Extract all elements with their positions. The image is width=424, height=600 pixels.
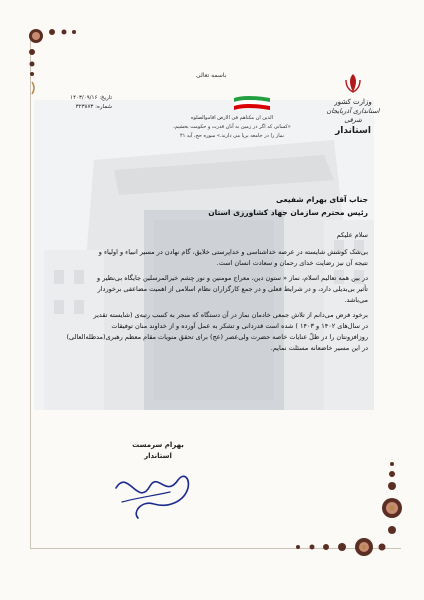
paragraph-3-line-3: روزافزونتان را در ظلّ عنایات خاصه حضرت ولی‌عصر (عج) برای تحقق منویات مقام معظم رهبری(مدظله‌العالی) xyxy=(66,333,368,341)
province-office-label: استانداری آذربایجان شرقی xyxy=(326,107,380,124)
letter-date: تاریخ: ۱۴۰۳/۰۹/۱۶ xyxy=(70,95,112,101)
verse-arabic: الذین ان مکناهم فی الارض اقاموالصلوه xyxy=(190,115,274,121)
paragraph-2 xyxy=(36,273,368,306)
office-title-label: استاندار xyxy=(335,126,371,136)
addressee-name: جناب آقای بهرام شفیعی xyxy=(276,195,368,204)
addressee-title: رئیس محترم سازمان جهاد کشاورزی استان xyxy=(208,208,368,217)
quran-verse-block xyxy=(172,114,292,141)
issuer-header xyxy=(322,72,384,137)
basmala-text: باسمه تعالی xyxy=(196,72,227,79)
letter-meta xyxy=(52,94,112,112)
verse-translation-line-2: نماز را در جامعه برپا می دارند.» سوره حج، آیه ۴۱ xyxy=(179,133,285,139)
paragraph-2-line-1: در بین همه تعالیم اسلام، نماز « ستون دین، معراج مومنین و نور چشم خیرالمرسلین جایگاه بی‌نظیر و xyxy=(97,274,368,282)
paragraph-1 xyxy=(36,247,368,269)
verse-translation-line-1: «کسانی که اگر در زمین به آنان قدرت و حکومت بخشیم، xyxy=(173,124,291,130)
paragraph-1-line-2: نتیجه آن نیز رضایت خدای رحمان و سعادت انسان است. xyxy=(216,259,368,267)
corner-ornament-top-left xyxy=(22,22,82,102)
greeting: سلام علیکم xyxy=(336,231,368,239)
ministry-label: وزارت کشور xyxy=(334,98,372,106)
letter-body xyxy=(36,194,368,358)
paragraph-2-line-2: تأثیر بی‌بدیلی دارد، و در شرایط فعلی و در جمع کارگزاران نظام اسلامی از اهمیت مضاعفی برخوردار xyxy=(97,285,368,293)
paragraph-3 xyxy=(36,310,368,354)
paragraph-3-line-1: برخود فرض می‌دانم از تلاش جمعی خادمان نماز در آن دستگاه که منجر به کسب رتبه‌ی (شایسته تقدیر xyxy=(93,311,368,319)
paragraph-3-line-4: در این مسیر خاضعانه مسئلت نمایم. xyxy=(270,344,368,352)
handwritten-signature-image xyxy=(108,458,196,522)
signer-name: بهرام سرمست xyxy=(132,441,184,449)
signer-title: استاندار xyxy=(144,452,172,460)
corner-ornament-bottom-right xyxy=(284,452,414,562)
iran-flag-icon xyxy=(232,94,272,114)
iran-emblem-icon xyxy=(342,72,364,94)
paragraph-2-line-3: می‌باشد. xyxy=(344,296,368,304)
letter-number: شماره: ۳۲۳۸۷۳ xyxy=(75,104,112,110)
paragraph-1-line-1: بی‌شک کوشش شایسته در عرصه خداشناسی و خداپرستی خلایق، گام نهادن در مسیر انبیاء و اولیاء و xyxy=(98,248,368,256)
paragraph-3-line-2: در سال‌های ۱۴۰۲ و ۱۴۰۳ ) شده است قدردانی و تشکر به عمل آورده و از خداوند منان توفیقات xyxy=(111,322,368,330)
